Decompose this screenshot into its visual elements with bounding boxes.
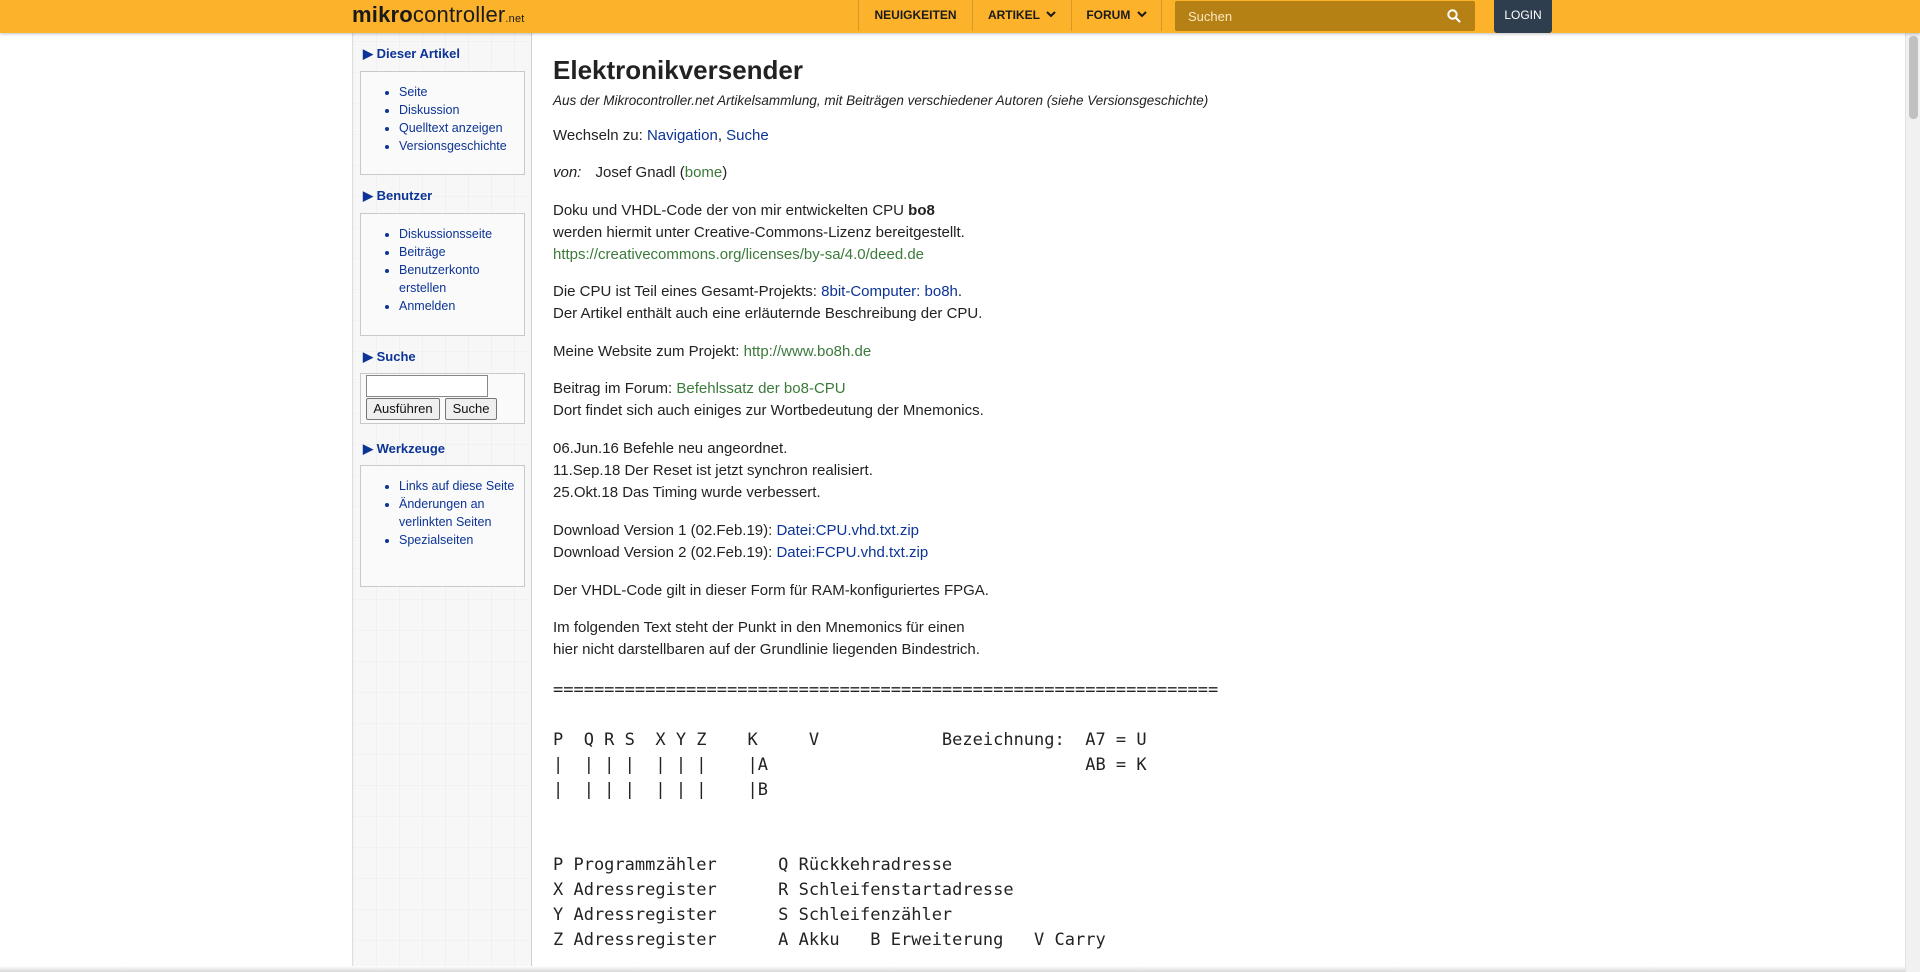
sidebar-title-tools: ▶ Werkzeuge — [363, 441, 446, 456]
author-profile-link[interactable]: bome — [684, 164, 723, 181]
cpu-name: bo8 — [908, 202, 935, 219]
nav-forum[interactable] — [1071, 0, 1161, 31]
project-line-2: Der Artikel enthält auch eine erläuternde Beschreibung der CPU. — [553, 305, 983, 322]
pre-register-line-2: | | | | | | | |A AB = K — [553, 755, 1147, 775]
changelog-line-2: 11.Sep.18 Der Reset ist jetzt synchron realisiert. — [553, 462, 873, 479]
sidebar-title-search: ▶ Suche — [363, 349, 416, 364]
sidebar-title-user: ▶ Benutzer — [363, 188, 433, 203]
intro-text: Doku und VHDL-Code der von mir entwickelten CPU — [553, 202, 909, 219]
sidebar-box-user — [360, 213, 525, 336]
list-item — [399, 101, 524, 119]
sidebar-link-anmelden[interactable]: Anmelden — [399, 299, 456, 313]
project-line-1 — [553, 281, 962, 303]
list-item — [399, 477, 524, 495]
logo-suffix: .net — [505, 13, 525, 25]
pre-legend-line-2: X Adressregister R Schleifenstartadresse — [553, 880, 1014, 900]
intro-line-1 — [553, 200, 935, 222]
sidebar-link-beitraege[interactable]: Beiträge — [399, 245, 446, 259]
sidebar-box-tools — [360, 465, 525, 587]
sidebar-link-quelltext[interactable]: Quelltext anzeigen — [399, 121, 503, 135]
jump-links — [553, 125, 769, 147]
sidebar-list-tools — [361, 466, 524, 559]
sidebar-search-button[interactable]: Suche — [445, 398, 497, 420]
pre-legend-line-3: Y Adressregister S Schleifenzähler — [553, 905, 953, 925]
logo-light: controller — [412, 2, 506, 27]
page-scrollbar[interactable] — [1905, 0, 1920, 972]
sidebar-link-versionsgeschichte[interactable]: Versionsgeschichte — [399, 139, 507, 153]
forum-line-2: Dort findet sich auch einiges zur Wortbedeutung der Mnemonics. — [553, 402, 984, 419]
project-text: Die CPU ist Teil eines Gesamt-Projekts: — [553, 283, 822, 300]
nav-divider — [1161, 0, 1162, 31]
main-content — [533, 33, 1552, 972]
nav-neuigkeiten[interactable] — [858, 0, 972, 31]
author-label: von: — [553, 164, 582, 181]
list-item — [399, 297, 524, 315]
forum-line-1 — [553, 378, 846, 400]
site-logo[interactable] — [352, 2, 525, 28]
download-1-link[interactable]: Datei:CPU.vhd.txt.zip — [776, 522, 920, 539]
sidebar-link-diskussion[interactable]: Diskussion — [399, 103, 460, 117]
list-item — [399, 243, 524, 261]
nav-artikel[interactable] — [972, 0, 1071, 31]
pre-register-line-1: P Q R S X Y Z K V Bezeichnung: A7 = U — [553, 730, 1147, 750]
download-line-1 — [553, 520, 919, 542]
sidebar-search-input[interactable] — [366, 375, 488, 397]
website-link[interactable]: http://www.bo8h.de — [743, 343, 872, 360]
author-paren-open: ( — [679, 164, 685, 181]
forum-label: Beitrag im Forum: — [553, 380, 677, 397]
author-line — [553, 162, 727, 184]
download-1-label: Download Version 1 (02.Feb.19): — [553, 522, 777, 539]
author-name: Josef Gnadl — [595, 164, 676, 181]
project-link[interactable]: 8bit-Computer: bo8h — [821, 283, 958, 300]
intro-line-2: werden hiermit unter Creative-Commons-Lizenz bereitgestellt. — [553, 224, 965, 241]
mnemonic-line-2: hier nicht darstellbaren auf der Grundlinie liegenden Bindestrich. — [553, 641, 980, 658]
nav-neuigkeiten-label: NEUIGKEITEN — [874, 8, 957, 22]
list-item — [399, 137, 524, 155]
nav-artikel-label: ARTIKEL — [987, 8, 1040, 22]
mnemonic-line-1: Im folgenden Text steht der Punkt in den Mnemonics für einen — [553, 619, 965, 636]
changelog-line-3: 25.Okt.18 Das Timing wurde verbessert. — [553, 484, 821, 501]
pre-legend-line-4: Z Adressregister A Akku B Erweiterung V Carry — [553, 930, 1106, 950]
sidebar-title-article: ▶ Dieser Artikel — [363, 46, 460, 61]
page-subtitle: Aus der Mikrocontroller.net Artikelsammlung, mit Beiträgen verschiedener Autoren (siehe Versionsgeschichte) — [553, 93, 1209, 108]
sidebar-go-button[interactable]: Ausführen — [366, 398, 440, 420]
project-period: . — [957, 283, 963, 300]
list-item — [399, 83, 524, 101]
download-2-label: Download Version 2 (02.Feb.19): — [553, 544, 777, 561]
sidebar-link-spezialseiten[interactable]: Spezialseiten — [399, 533, 474, 547]
changelog-line-1: 06.Jun.16 Befehle neu angeordnet. — [553, 440, 788, 457]
list-item — [399, 261, 524, 297]
list-item — [399, 225, 524, 243]
author-paren-close: ) — [722, 164, 728, 181]
pre-legend-line-1: P Programmzähler Q Rückkehradresse — [553, 855, 953, 875]
sidebar-link-benutzerkonto[interactable]: Benutzerkonto erstellen — [399, 263, 480, 295]
download-line-2 — [553, 542, 928, 564]
nav-forum-label: FORUM — [1086, 8, 1131, 22]
download-2-link[interactable]: Datei:FCPU.vhd.txt.zip — [776, 544, 929, 561]
list-item — [399, 495, 524, 531]
scrollbar-thumb[interactable] — [1909, 36, 1918, 119]
sidebar-link-links-auf-seite[interactable]: Links auf diese Seite — [399, 479, 515, 493]
website-line — [553, 341, 871, 363]
sidebar — [352, 33, 532, 972]
sidebar-list-article — [361, 72, 524, 165]
login-button[interactable]: LOGIN — [1494, 0, 1552, 33]
page-title: Elektronikversender — [553, 55, 804, 85]
forum-link[interactable]: Befehlssatz der bo8-CPU — [676, 380, 846, 397]
jump-navigation-link[interactable]: Navigation — [646, 127, 718, 144]
sidebar-link-seite[interactable]: Seite — [399, 85, 428, 99]
chevron-down-icon — [1046, 11, 1056, 18]
vhdl-note: Der VHDL-Code gilt in dieser Form für RAM-konfiguriertes FPGA. — [553, 582, 989, 599]
sidebar-list-user — [361, 214, 524, 325]
pre-rule: ================================================================= — [553, 680, 1219, 700]
top-navigation-bar — [0, 0, 1920, 33]
sidebar-box-article — [360, 71, 525, 175]
jump-search-link[interactable]: Suche — [726, 127, 769, 144]
sidebar-box-search — [360, 373, 525, 424]
license-link[interactable]: https://creativecommons.org/licenses/by-sa/4.0/deed.de — [553, 246, 925, 263]
jump-label: Wechseln zu: — [553, 127, 643, 144]
logo-bold: mikro — [352, 2, 413, 27]
jump-separator: , — [717, 127, 722, 144]
website-label: Meine Website zum Projekt: — [553, 343, 744, 360]
header-search-input[interactable] — [1175, 1, 1440, 31]
sidebar-link-aenderungen[interactable]: Änderungen an verlinkten Seiten — [399, 497, 492, 529]
list-item — [399, 531, 524, 549]
sidebar-link-diskussionsseite[interactable]: Diskussionsseite — [399, 227, 493, 241]
list-item — [399, 119, 524, 137]
search-icon[interactable] — [1446, 8, 1462, 24]
chevron-down-icon — [1137, 11, 1147, 18]
header-search-box — [1175, 1, 1475, 31]
pre-register-line-3: | | | | | | | |B — [553, 780, 768, 800]
bottom-edge-shadow — [0, 966, 1905, 972]
